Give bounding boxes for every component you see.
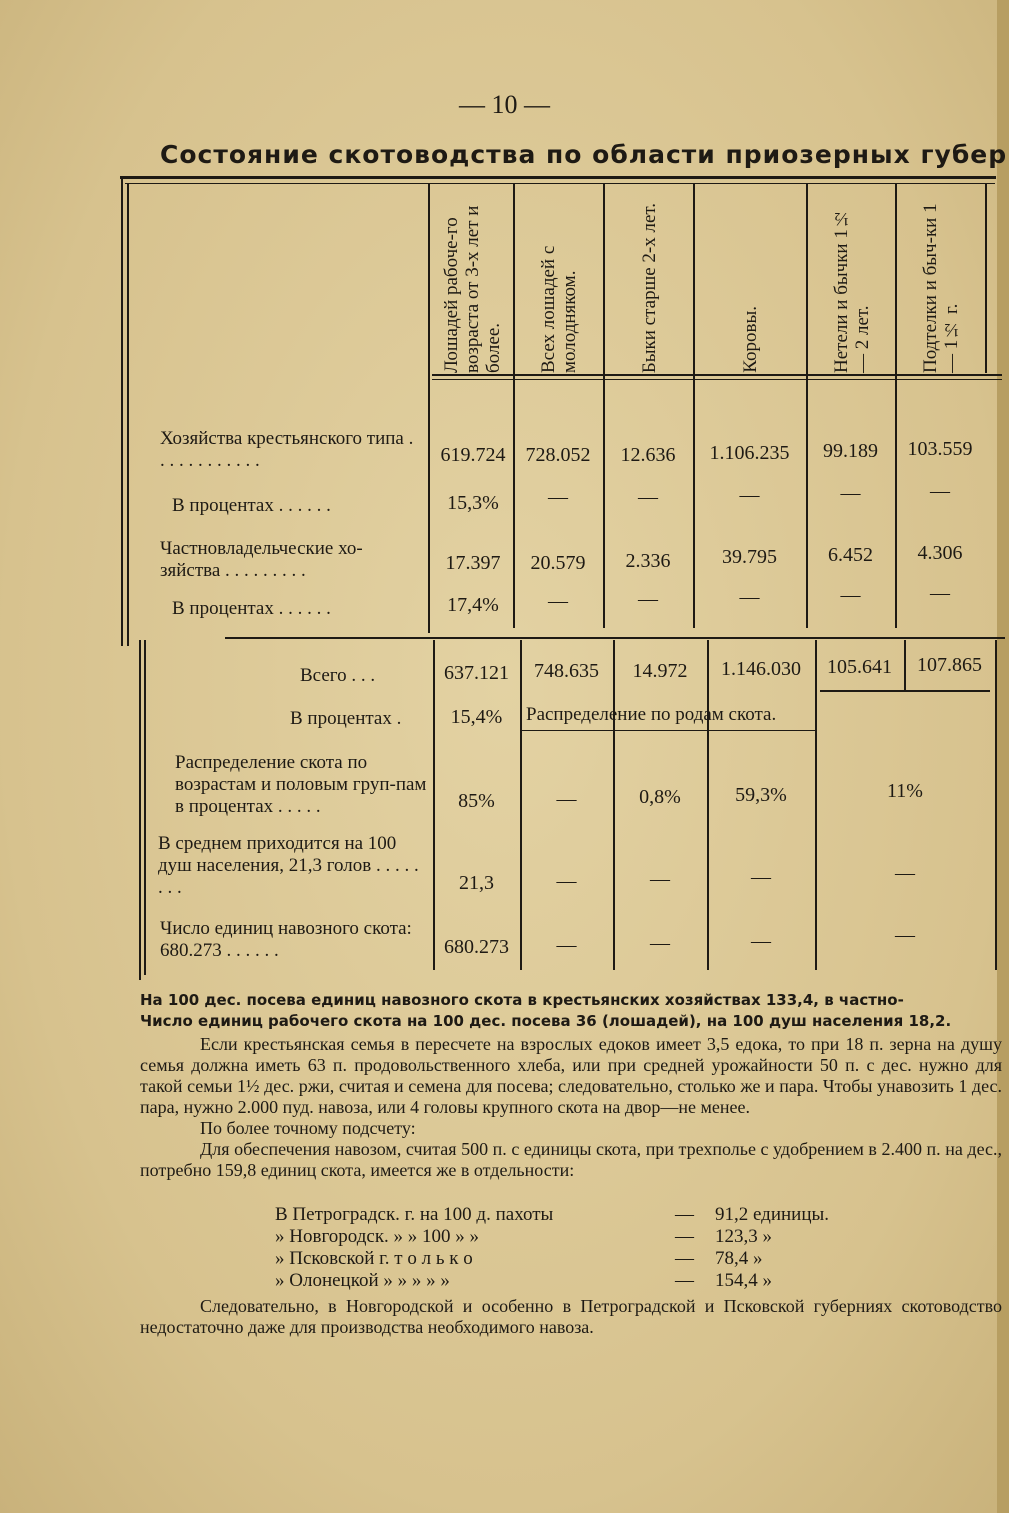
cell: — (650, 932, 670, 954)
cell: — (840, 482, 861, 504)
row-label-distribution: Распределение скота по возрастам и половым груп-пам в процентах . . . . . (175, 752, 427, 817)
col-sep-0 (428, 183, 430, 633)
cell: 15,3% (447, 492, 499, 514)
table-left-border-lower-inner (144, 640, 146, 975)
note-line-1: На 100 дес. посева единиц навозного скота в крестьянских хозяйствах 133,4, в частно- (140, 991, 904, 1009)
cell: — (930, 582, 950, 604)
cell: 39.795 (722, 546, 777, 568)
col-header-young-stock: Подтелки и быч-ки 1 — 1½ г. (920, 203, 962, 373)
page-title: Состояние скотоводства по области приозерных губер (160, 140, 1008, 169)
cell: 17,4% (447, 594, 499, 616)
cell: 0,8% (639, 786, 681, 808)
brace-line (820, 690, 990, 692)
cell: 637.121 (444, 662, 509, 684)
col-sep-6 (985, 183, 987, 373)
table-top-border-inner (125, 183, 995, 184)
list-item: » Псковской г. т о л ь к о — 78,4 » (275, 1248, 763, 1269)
cell: — (751, 866, 771, 888)
row-label-private: Частновладельческие хо-зяйства . . . . . . . . . (160, 538, 363, 581)
cell: 728.052 (525, 444, 591, 466)
list-item: В Петроградск. г. на 100 д. пахоты — 91,2 единицы. (275, 1204, 830, 1225)
total-divider (225, 637, 1005, 639)
table-left-border-inner (127, 183, 129, 646)
note-block (140, 990, 1002, 1032)
note-line-2: Число единиц рабочего скота на 100 дес. посева 36 (лошадей), на 100 душ населения 18,2. (140, 1012, 952, 1030)
cell: 12.636 (620, 444, 676, 466)
cell: 680.273 (444, 936, 509, 958)
cell: — (548, 590, 568, 612)
paragraph-4: Следовательно, в Новгородской и особенно в Петроградской и Псковской губерниях скотоводство недостаточно даже для производства необходимого навоза. (140, 1296, 1002, 1337)
col-sep-6b (995, 640, 997, 970)
cell: 103.559 (907, 438, 973, 460)
note-underline (520, 730, 815, 731)
cell: — (548, 486, 568, 508)
cell: — (895, 924, 915, 946)
list-item: » Новгородск. » » 100 » » — 123,3 » (275, 1226, 772, 1247)
cell: 107.865 (917, 654, 982, 676)
paragraph-2: По более точному подсчету: (200, 1118, 416, 1138)
province-list (275, 1204, 865, 1292)
page-edge (997, 0, 1009, 1513)
row-label-total: Всего . . . (300, 665, 376, 686)
table-left-border (121, 176, 123, 646)
row-label-total-percent: В процентах . (290, 708, 402, 729)
cell: 17.397 (445, 552, 501, 574)
conclusion-block (140, 1296, 1002, 1338)
cell: — (556, 788, 577, 810)
cell: 4.306 (917, 542, 963, 564)
cell: — (638, 486, 658, 508)
cell: 21,3 (459, 872, 494, 894)
cell: — (840, 584, 861, 606)
paragraph-3: Для обеспечения навозом, считая 500 п. с единицы скота, при трехполье с удобрением в 2.400 п. на дес., потребно 159,8 единиц скота, имеется же в отдельности: (140, 1139, 1002, 1180)
paragraph-1: Если крестьянская семья в пересчете на взрослых едоков имеет 3,5 едока, то при 18 п. зерна на душу семья должна иметь 63 п. продовольственного хлеба, или при средней урожайности 50 п. с дес. нужно для такой семьи 1½ дес. ржи, считая и семена для посева; следовательно, столько же и пара. Чтобы унавозить 1 дес. пара, нужно 2.000 пуд. навоза, или 4 головы крупного скота на двор—не менее. (140, 1034, 1002, 1117)
list-item: » Олонецкой » » » » » — 154,4 » (275, 1270, 772, 1291)
cell: 99.189 (823, 440, 878, 462)
header-divider-inner (432, 379, 1002, 380)
page-number: — 10 — (459, 90, 550, 119)
col-header-bulls: Быки старше 2-х лет. (638, 202, 660, 373)
cell: — (638, 588, 658, 610)
cell: 15,4% (450, 706, 503, 728)
cell: — (556, 934, 577, 956)
cell: — (739, 586, 760, 608)
cell: 14.972 (632, 660, 688, 682)
header-divider (432, 374, 1002, 376)
cell: 85% (458, 790, 495, 812)
row-label-average: В среднем приходится на 100 душ населения, 21,3 голов . . . . . . . . (158, 833, 419, 898)
paragraph-block (140, 1034, 1002, 1181)
cell: — (556, 870, 577, 892)
cell: 1.146.030 (721, 658, 801, 680)
row-label-percent-1: В процентах . . . . . . (172, 495, 331, 516)
cell: — (895, 862, 915, 884)
col-sep-4b (815, 640, 817, 970)
cell: 59,3% (735, 784, 787, 806)
cell: — (751, 930, 771, 952)
cell: 105.641 (827, 656, 892, 678)
cell: — (930, 480, 950, 502)
row-label-percent-2: В процентах . . . . . . (172, 598, 331, 619)
cell: — (650, 868, 670, 890)
col-header-cows: Коровы. (740, 306, 761, 373)
row-label-manure-units: Число единиц навозного скота: 680.273 . . . . . . (160, 918, 412, 961)
row-label-peasant: Хозяйства крестьянского типа . . . . . . . . . . . . (160, 428, 414, 471)
col-header-work-horses: Лошадей рабоче-го возраста от 3-х лет и более. (440, 205, 504, 373)
table-top-border (120, 176, 996, 179)
cell: 748.635 (534, 660, 599, 682)
cell: 1.106.235 (709, 442, 790, 464)
table-left-border-lower (139, 640, 141, 980)
col-header-heifers: Нетели и бычки 1½ — 2 лет. (831, 208, 873, 373)
cell: 619.724 (440, 444, 506, 466)
cell: 20.579 (530, 552, 586, 574)
cell: 2.336 (625, 550, 671, 572)
cell: 6.452 (828, 544, 873, 566)
col-header-all-horses: Всех лошадей с молодняком. (538, 245, 580, 373)
cell: — (739, 484, 760, 506)
cell: 11% (887, 780, 923, 802)
distribution-note: Распределение по родам скота. (526, 704, 777, 725)
